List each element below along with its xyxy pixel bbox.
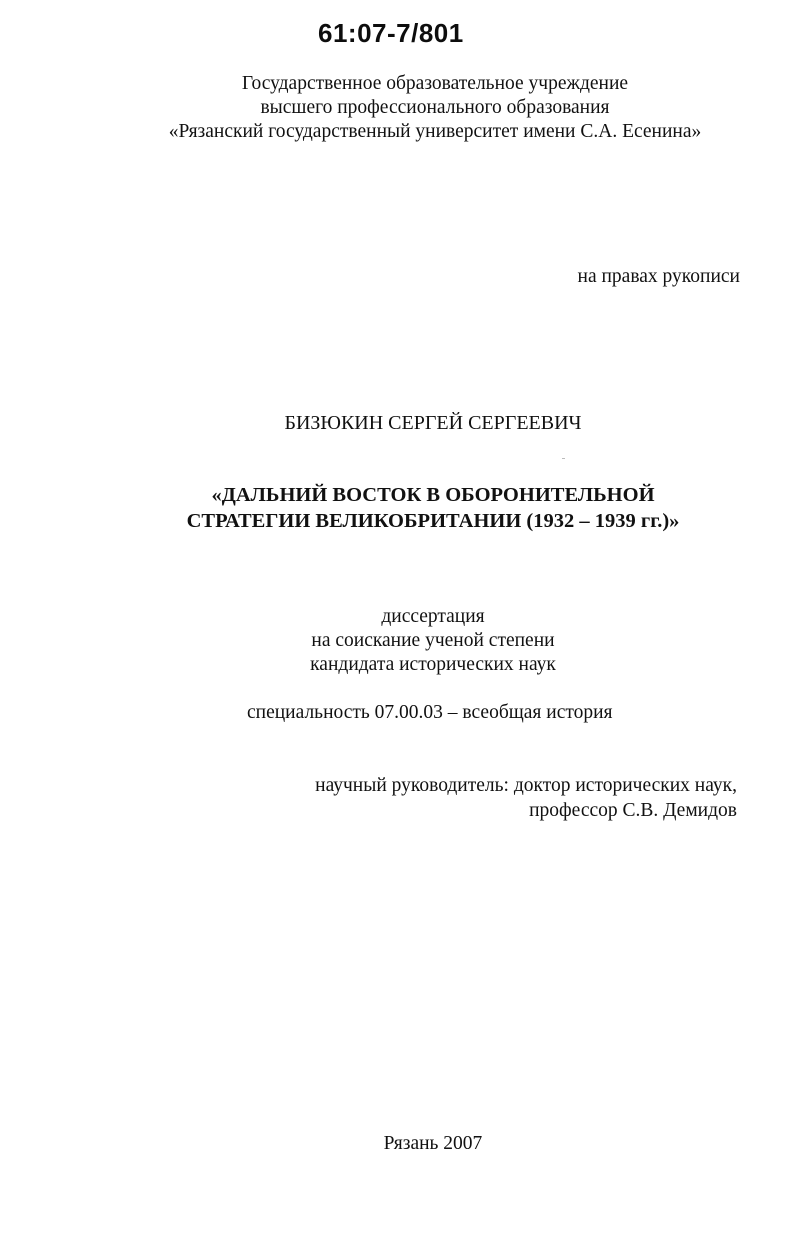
degree-info — [0, 605, 795, 677]
specialty-line: специальность 07.00.03 – всеобщая история — [247, 702, 613, 723]
supervisor-line-2: профессор С.В. Демидов — [529, 800, 737, 821]
supervisor-info — [315, 773, 737, 823]
dissertation-title — [0, 482, 795, 534]
archive-code-stamp: 61:07-7/801 — [318, 18, 464, 48]
manuscript-note: на правах рукописи — [577, 266, 740, 287]
degree-line-3: кандидата исторических наук — [310, 654, 556, 675]
institution-line-1: Государственное образовательное учреждение — [241, 73, 629, 94]
institution-line-3: «Рязанский государственный университет имени С.А. Есенина» — [168, 121, 702, 142]
title-line-2: СТРАТЕГИИ ВЕЛИКОБРИТАНИИ (1932 – 1939 гг.)» — [186, 510, 680, 532]
institution-line-2: высшего профессионального образования — [260, 97, 610, 118]
place-and-year: Рязань 2007 — [383, 1133, 483, 1154]
author-name: БИЗЮКИН СЕРГЕЙ СЕРГЕЕВИЧ — [284, 412, 582, 434]
degree-line-1: диссертация — [381, 606, 485, 627]
title-line-1: «ДАЛЬНИЙ ВОСТОК В ОБОРОНИТЕЛЬНОЙ — [211, 484, 655, 506]
degree-line-2: на соискание ученой степени — [311, 630, 555, 651]
supervisor-line-1: научный руководитель: доктор исторических наук, — [315, 775, 737, 796]
scan-speck — [562, 458, 565, 459]
institution-header — [0, 72, 795, 144]
